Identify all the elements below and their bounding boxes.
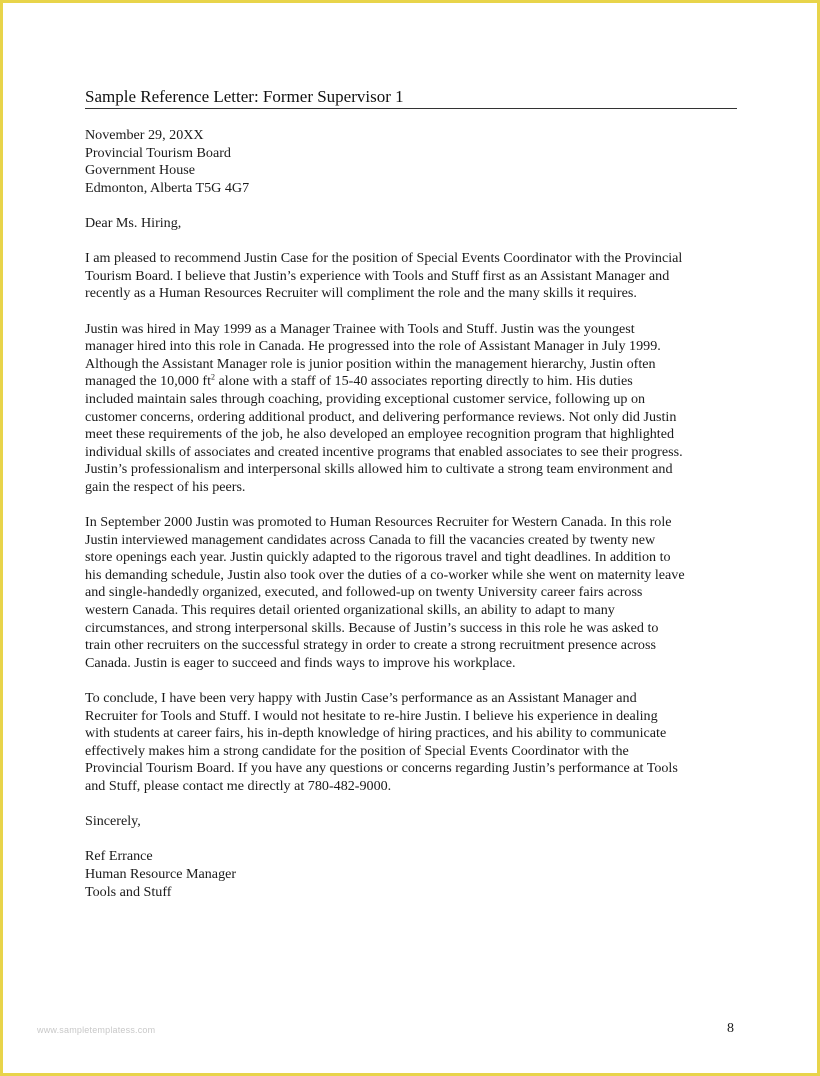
- paragraph-line: included maintain sales through coaching, providing exceptional customer service, following up on: [85, 390, 646, 407]
- paragraph-line: Recruiter for Tools and Stuff. I would not hesitate to re-hire Justin. I believe his experience in dealing: [85, 707, 658, 724]
- paragraph-line: gain the respect of his peers.: [85, 478, 246, 495]
- paragraph-conclusion: [85, 690, 740, 796]
- paragraph-line: individual skills of associates and created incentive programs that enabled associates to see their progress.: [85, 443, 683, 460]
- paragraph-line: To conclude, I have been very happy with Justin Case’s performance as an Assistant Manager and: [85, 690, 637, 706]
- paragraph-line: Canada. Justin is eager to succeed and finds ways to improve his workplace.: [85, 654, 516, 671]
- letter-date: November 29, 20XX: [85, 127, 204, 143]
- paragraph-line: with students at career fairs, his in-depth knowledge of hiring practices, and his ability to communicate: [85, 725, 667, 742]
- paragraph-line: train other recruiters on the successful strategy in order to create a strong recruitment presence across: [85, 637, 656, 654]
- paragraph-line: and single-handedly organized, executed, and followed-up on twenty University career fairs across: [85, 584, 643, 601]
- page-number: 8: [727, 1021, 734, 1036]
- paragraph-line: store openings each year. Justin quickly adapted to the rigorous travel and tight deadlines. In addition to: [85, 549, 671, 566]
- paragraph-line: effectively makes him a strong candidate for the position of Special Events Coordinator with the: [85, 742, 629, 759]
- line-text: managed the 10,000 ft: [85, 373, 212, 390]
- salutation: Dear Ms. Hiring,: [85, 214, 182, 231]
- line-text: alone with a staff of 15-40 associates reporting directly to him. His duties: [215, 373, 633, 390]
- paragraph-assistant-manager: [85, 321, 740, 497]
- paragraph-introduction: [85, 250, 740, 303]
- paragraph-line: Justin’s professionalism and interpersonal skills allowed him to cultivate a strong team environment and: [85, 461, 673, 478]
- signature-name: Ref Errance: [85, 848, 153, 865]
- paragraph-line: Justin interviewed management candidates across Canada to fill the vacancies created by twenty new: [85, 531, 656, 548]
- paragraph-line: Although the Assistant Manager role is junior position within the management hierarchy, Justin often: [85, 355, 656, 372]
- paragraph-line: Justin was hired in May 1999 as a Manager Trainee with Tools and Stuff. Justin was the youngest: [85, 320, 635, 337]
- recipient-line: Edmonton, Alberta T5G 4G7: [85, 179, 250, 196]
- paragraph-line: [85, 373, 740, 391]
- paragraph-line: his demanding schedule, Justin also took over the duties of a co-worker while she went on maternity leave: [85, 566, 685, 583]
- paragraph-line: recently as a Human Resources Recruiter will compliment the role and the many skills it requires.: [85, 285, 637, 302]
- recipient-address: [85, 145, 740, 198]
- signature-block: [85, 848, 740, 901]
- paragraph-recruiter: [85, 514, 740, 672]
- closing: Sincerely,: [85, 813, 141, 830]
- paragraph-line: and Stuff, please contact me directly at 780-482-9000.: [85, 777, 392, 794]
- letter-body: [85, 127, 740, 901]
- recipient-line: Provincial Tourism Board: [85, 144, 231, 161]
- signature-title: Human Resource Manager: [85, 865, 237, 882]
- paragraph-line: In September 2000 Justin was promoted to Human Resources Recruiter for Western Canada. In this role: [85, 514, 672, 531]
- paragraph-line: manager hired into this role in Canada. He progressed into the role of Assistant Manager in July 1999.: [85, 338, 661, 355]
- paragraph-line: western Canada. This requires detail oriented organizational skills, an ability to adapt to many: [85, 602, 615, 619]
- paragraph-line: I am pleased to recommend Justin Case for the position of Special Events Coordinator with the Provincial: [85, 250, 683, 267]
- paragraph-line: meet these requirements of the job, he also developed an employee recognition program that highlighted: [85, 426, 675, 443]
- paragraph-line: Tourism Board. I believe that Justin’s experience with Tools and Stuff first as an Assistant Manager and: [85, 267, 670, 284]
- paragraph-line: Provincial Tourism Board. If you have any questions or concerns regarding Justin’s performance at Tools: [85, 760, 678, 777]
- recipient-line: Government House: [85, 162, 195, 179]
- paragraph-line: circumstances, and strong interpersonal skills. Because of Justin’s success in this role he was asked to: [85, 619, 659, 636]
- watermark: www.sampletemplatess.com: [37, 1025, 156, 1035]
- document-title: Sample Reference Letter: Former Supervisor 1: [85, 87, 737, 109]
- paragraph-line: customer concerns, ordering additional product, and delivering performance reviews. Not only did Justin: [85, 408, 677, 425]
- superscript: 2: [211, 372, 216, 382]
- signature-company: Tools and Stuff: [85, 883, 172, 900]
